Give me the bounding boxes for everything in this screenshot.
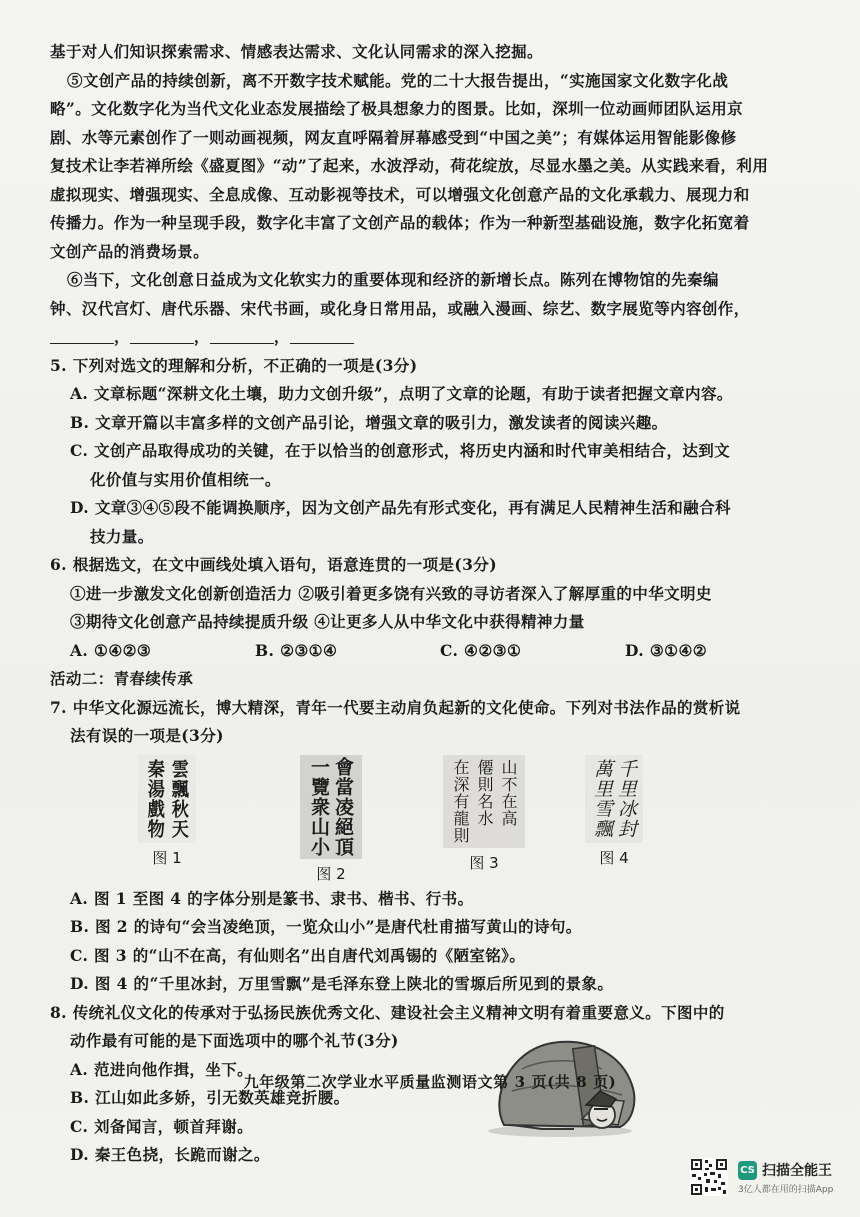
option-b[interactable]: B. ②③①④ (255, 640, 338, 660)
passage-line: 传播力。作为一种呈现手段，数字化丰富了文创产品的载体；作为一种新型基础设施，数字化拓宽着 (50, 213, 750, 232)
passage-line: ⑥当下，文化创意日益成为文化软实力的重要体现和经济的新增长点。陈列在博物馆的先秦编 (67, 270, 719, 289)
fill-blank-4[interactable] (290, 327, 354, 344)
figure-caption: 图 2 (316, 864, 346, 883)
calligraphy-figures (50, 755, 810, 885)
option-b[interactable]: B. 图 2 的诗句“会当凌绝顶，一览众山小”是唐代杜甫描写黄山的诗句。 (70, 917, 582, 936)
question-stem-cont: 动作最有可能的是下面选项中的哪个礼节(3分) (70, 1031, 399, 1050)
calligraphy-column: 在深有龍則 (451, 758, 470, 844)
question-stem: 7. 中华文化源远流长，博大精深，青年一代要主动肩负起新的文化使命。下列对书法作品的赏析说 (50, 697, 741, 717)
option-d[interactable]: D. 文章③④⑤段不能调换顺序，因为文创产品先有形式变化，再有满足人民精神生活和融合科 (70, 498, 731, 517)
calligraphy-column: 一覽衆山小 (308, 756, 330, 857)
option-c-cont: 化价值与实用价值相统一。 (90, 469, 281, 489)
question-5 (50, 352, 810, 552)
scanner-app-name: 扫描全能王 (762, 1163, 832, 1179)
activity-heading: 活动二：青春续传承 (50, 669, 194, 688)
page-footer: 九年级第二次学业水平质量监测语文第 3 页(共 8 页) (243, 1073, 617, 1091)
blank-separator: ， (193, 327, 210, 346)
option-b[interactable]: B. 文章开篇以丰富多样的文创产品引论，增强文章的吸引力，激发读者的阅读兴趣。 (70, 412, 668, 432)
option-a[interactable]: A. ①④②③ (70, 640, 152, 660)
figure-1-image (138, 755, 196, 843)
option-d-cont: 技力量。 (90, 526, 154, 546)
question-stem: 5. 下列对选文的理解和分析，不正确的一项是(3分) (50, 355, 418, 375)
option-a[interactable]: A. 范进向他作揖，坐下。 (70, 1059, 254, 1079)
qr-code-icon (690, 1158, 728, 1196)
option-b[interactable]: B. 江山如此多娇，引无数英雄竞折腰。 (70, 1088, 350, 1107)
passage-line: ⑤文创产品的持续创新，离不开数字技术赋能。党的二十大报告提出，“实施国家文化数字化战 (67, 70, 729, 90)
option-d[interactable]: D. ③①④② (625, 640, 708, 660)
sentence-list: ①进一步激发文化创新创造活力 ②吸引着更多饶有兴致的寻访者深入了解厚重的中华文明史 (70, 583, 712, 603)
passage-line: 文创产品的消费场景。 (50, 241, 210, 261)
options-row (50, 637, 810, 666)
paragraph-6 (50, 266, 810, 352)
figure-caption: 图 4 (599, 848, 629, 867)
calligraphy-column: 會當凌絕頂 (332, 756, 354, 857)
figure-4 (585, 755, 643, 868)
scanner-tagline: 3亿人都在用的扫描App (738, 1185, 834, 1195)
calligraphy-column: 千里冰封 (615, 758, 637, 839)
blank-separator: ， (114, 327, 130, 346)
question-stem: 6. 根据选文，在文中画线处填入语句，语意连贯的一项是(3分) (50, 555, 497, 574)
passage-line: 钟、汉代宫灯、唐代乐器、宋代书画，或化身日常用品，或融入漫画、综艺、数字展览等内容创作， (50, 298, 750, 318)
option-d[interactable]: D. 图 4 的“千里冰封，万里雪飘”是毛泽东登上陕北的雪塬后所见到的景象。 (70, 974, 614, 993)
passage-line: 虚拟现实、增强现实、全息成像、互动影视等技术，可以增强文化创意产品的文化承载力、展现力和 (50, 184, 750, 204)
option-c[interactable]: C. ④②③① (440, 640, 522, 660)
calligraphy-column: 秦湯戲物 (145, 758, 165, 839)
question-7 (50, 694, 810, 999)
figure-4-image (585, 755, 643, 843)
question-stem-cont: 法有误的一项是(3分) (70, 726, 224, 745)
option-c[interactable]: C. 文创产品取得成功的关键，在于以恰当的创意形式，将历史内涵和时代审美相结合，达到文 (70, 441, 731, 460)
calligraphy-column: 萬里雪飄 (591, 758, 613, 839)
option-d[interactable]: D. 秦王色挠，长跪而谢之。 (70, 1145, 270, 1164)
calligraphy-column: 雲飄秋天 (169, 758, 189, 839)
figure-2 (300, 755, 362, 884)
passage-line: 剧、水等元素创作了一则动画视频，网友直呼隔着屏幕感受到“中国之美”；有媒体运用智能影像修 (50, 127, 737, 147)
passage-line: 复技术让李若禅所绘《盛夏图》“动”了起来，水波浮动，荷花绽放，尽显水墨之美。从实践来看，利用 (50, 156, 769, 175)
fill-blank-row (50, 323, 810, 352)
figure-3-image (443, 755, 525, 848)
camscanner-logo-icon: CS (738, 1161, 757, 1180)
figure-2-image (300, 755, 362, 859)
sentence-list: ③期待文化创意产品持续提质升级 ④让更多人从中华文化中获得精神力量 (70, 612, 585, 631)
calligraphy-column: 僊則名水 (475, 758, 494, 827)
option-c[interactable]: C. 图 3 的“山不在高，有仙则名”出自唐代刘禹锡的《陋室铭》。 (70, 945, 526, 965)
figure-caption: 图 3 (469, 853, 499, 872)
fill-blank-3[interactable] (210, 327, 274, 344)
question-stem: 8. 传统礼仪文化的传承对于弘扬民族优秀文化、建设社会主义精神文明有着重要意义。下图中的 (50, 1002, 725, 1022)
fill-blank-1[interactable] (50, 327, 114, 344)
passage-line: 略”。文化数字化为当代文化业态发展描绘了极具想象力的图景。比如，深圳一位动画师团队运用京 (50, 99, 744, 118)
option-a[interactable]: A. 文章标题“深耕文化土壤，助力文创升级”，点明了文章的论题，有助于读者把握文章内容。 (70, 384, 733, 403)
figure-caption: 图 1 (152, 848, 182, 867)
question-6 (50, 551, 810, 665)
figure-3 (443, 755, 525, 873)
exam-paper (50, 38, 810, 1170)
fill-blank-2[interactable] (130, 327, 194, 344)
paragraph-5 (50, 67, 810, 267)
option-a[interactable]: A. 图 1 至图 4 的字体分别是篆书、隶书、楷书、行书。 (70, 888, 474, 908)
calligraphy-column: 山不在高 (499, 758, 518, 827)
blank-separator: ， (273, 327, 290, 346)
passage-line: 基于对人们知识探索需求、情感表达需求、文化认同需求的深入挖掘。 (50, 42, 543, 61)
figure-1 (138, 755, 196, 868)
option-c[interactable]: C. 刘备闻言，顿首拜谢。 (70, 1116, 254, 1136)
